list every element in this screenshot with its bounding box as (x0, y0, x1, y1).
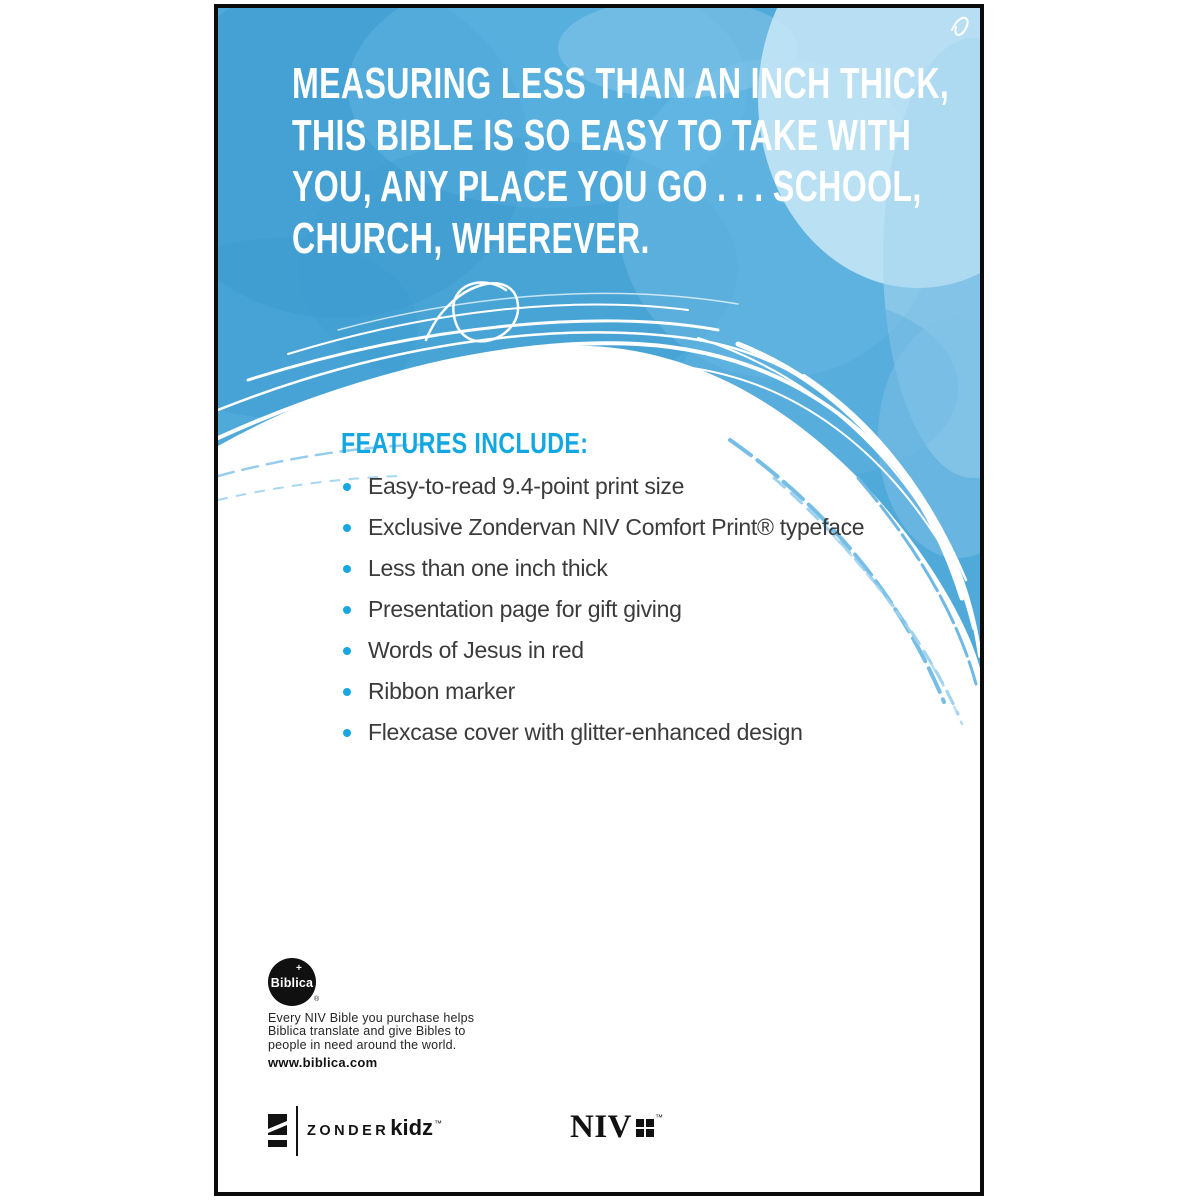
zonderkidz-wordmark (307, 1115, 442, 1141)
niv-cross-cell (636, 1129, 644, 1137)
feature-text: Flexcase cover with glitter-enhanced design (368, 719, 803, 745)
feature-item (341, 474, 864, 499)
trademark-mark: ™ (655, 1112, 664, 1122)
bullet-icon (343, 688, 351, 696)
biblica-blurb-line: Biblica translate and give Bibles to (268, 1024, 466, 1039)
feature-item (341, 720, 864, 745)
bullet-icon (343, 729, 351, 737)
features-list (341, 474, 864, 761)
feature-item (341, 597, 864, 622)
bullet-icon (343, 606, 351, 614)
headline (292, 58, 949, 264)
feature-item (341, 556, 864, 581)
feature-text: Less than one inch thick (368, 555, 608, 581)
feature-text: Easy-to-read 9.4-point print size (368, 473, 685, 499)
feature-text: Exclusive Zondervan NIV Comfort Print® typeface (368, 514, 865, 540)
headline-line: YOU, ANY PLACE YOU GO . . . SCHOOL, (292, 162, 922, 211)
bullet-icon (343, 565, 351, 573)
kidz-text: kidz (390, 1115, 434, 1140)
bullet-icon (343, 647, 351, 655)
feature-text: Ribbon marker (368, 678, 515, 704)
headline-line: CHURCH, WHEREVER. (292, 213, 650, 263)
biblica-logo-text: Biblica (270, 976, 314, 990)
zonder-text: ZONDER (307, 1123, 390, 1139)
headline-line: THIS BIBLE IS SO EASY TO TAKE WITH (292, 110, 912, 160)
bullet-icon (343, 483, 351, 491)
trademark-mark: ™ (434, 1119, 443, 1128)
biblica-blurb (268, 1012, 474, 1052)
niv-logo (570, 1110, 663, 1144)
zonderkidz-mark-icon (268, 1114, 288, 1148)
features-heading: FEATURES INCLUDE: (341, 428, 589, 460)
biblica-blurb-line: people in need around the world. (268, 1037, 457, 1052)
feature-item (341, 638, 864, 663)
feature-item (341, 679, 864, 704)
book-back-cover (214, 4, 984, 1196)
biblica-website: www.biblica.com (268, 1055, 378, 1070)
niv-wordmark: NIV (570, 1109, 633, 1145)
niv-cross-cell (636, 1119, 644, 1127)
bullet-icon (343, 524, 351, 532)
feature-text: Presentation page for gift giving (368, 596, 682, 622)
niv-cross-icon (636, 1119, 654, 1137)
headline-line: MEASURING LESS THAN AN INCH THICK, (292, 59, 950, 108)
biblica-blurb-line: Every NIV Bible you purchase helps (268, 1011, 475, 1025)
registered-mark: ® (314, 996, 320, 1003)
zonderkidz-divider (296, 1106, 298, 1156)
biblica-star-icon: + (296, 963, 302, 974)
niv-cross-cell (646, 1119, 654, 1127)
feature-item (341, 515, 864, 540)
biblica-logo (268, 958, 316, 1006)
niv-cross-cell (646, 1129, 654, 1137)
feature-text: Words of Jesus in red (368, 637, 584, 663)
